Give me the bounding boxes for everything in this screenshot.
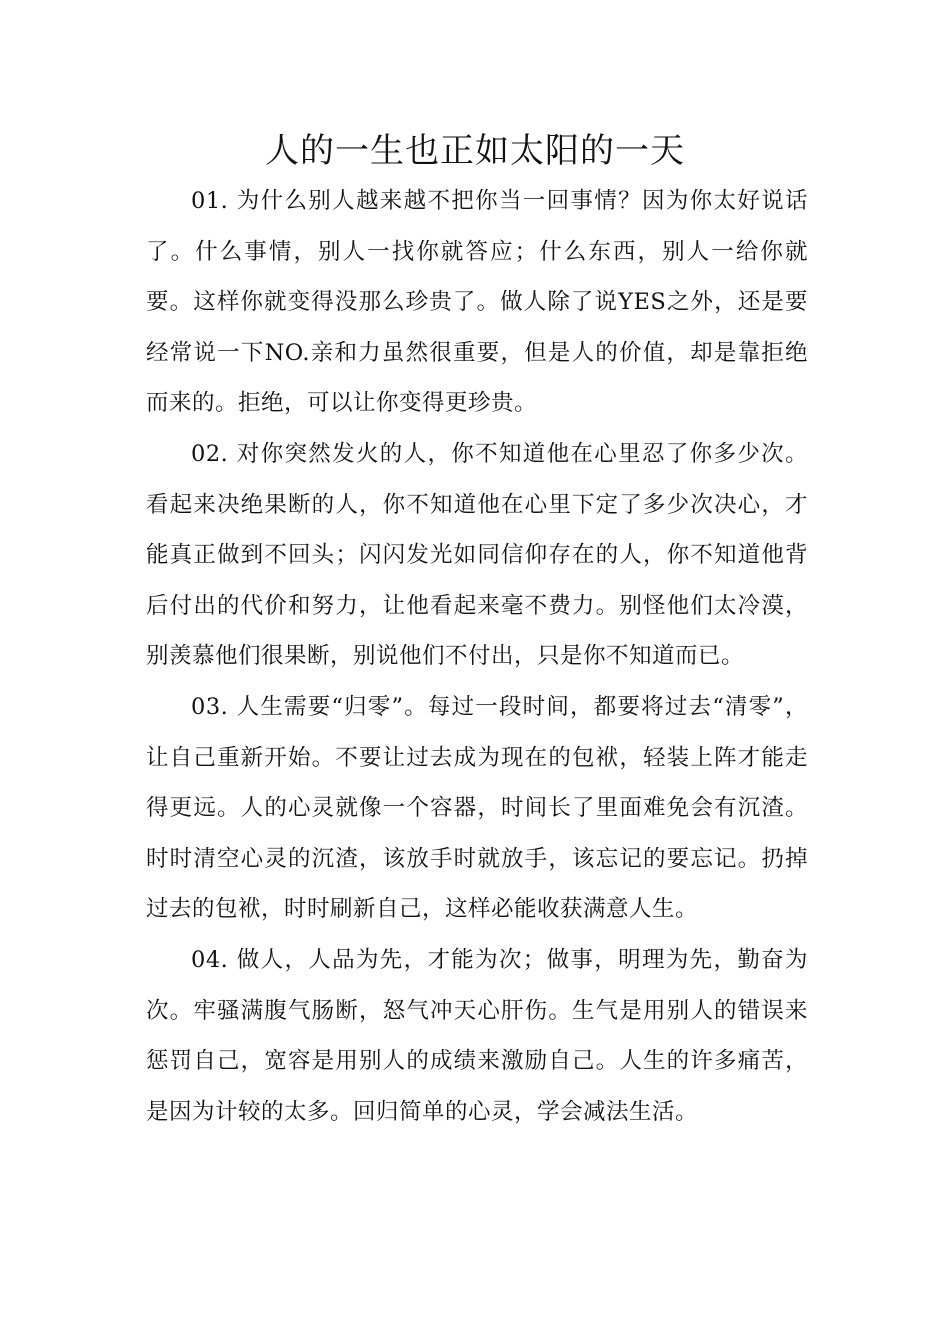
document-body	[146, 176, 808, 1137]
paragraph-02: 02. 对你突然发火的人，你不知道他在心里忍了你多少次。看起来决绝果断的人，你不知道他在心里下定了多少次决心，才能真正做到不回头；闪闪发光如同信仰存在的人，你不知道他背后付出的代价和努力，让他看起来毫不费力。别怪他们太冷漠，别羡慕他们很果断，别说他们不付出，只是你不知道而已。	[146, 440, 808, 670]
document-title: 人的一生也正如太阳的一天	[265, 131, 685, 171]
paragraph-04: 04. 做人，人品为先，才能为次；做事，明理为先，勤奋为次。牢骚满腹气肠断，怒气冲天心肝伤。生气是用别人的错误来惩罚自己，宽容是用别人的成绩来激励自己。人生的许多痛苦，是因为计较的太多。回归简单的心灵，学会减法生活。	[146, 946, 808, 1125]
paragraph-03: 03. 人生需要“归零”。每过一段时间，都要将过去“清零”，让自己重新开始。不要让过去成为现在的包袱，轻装上阵才能走得更远。人的心灵就像一个容器，时间长了里面难免会有沉渣。时时清空心灵的沉渣，该放手时就放手，该忘记的要忘记。扔掉过去的包袱，时时刷新自己，这样必能收获满意人生。	[146, 693, 808, 923]
paragraph-01: 01. 为什么别人越来越不把你当一回事情？因为你太好说话了。什么事情，别人一找你就答应；什么东西，别人一给你就要。这样你就变得没那么珍贵了。做人除了说YES之外，还是要经常说一下NO.亲和力虽然很重要，但是人的价值，却是靠拒绝而来的。拒绝，可以让你变得更珍贵。	[146, 188, 808, 417]
